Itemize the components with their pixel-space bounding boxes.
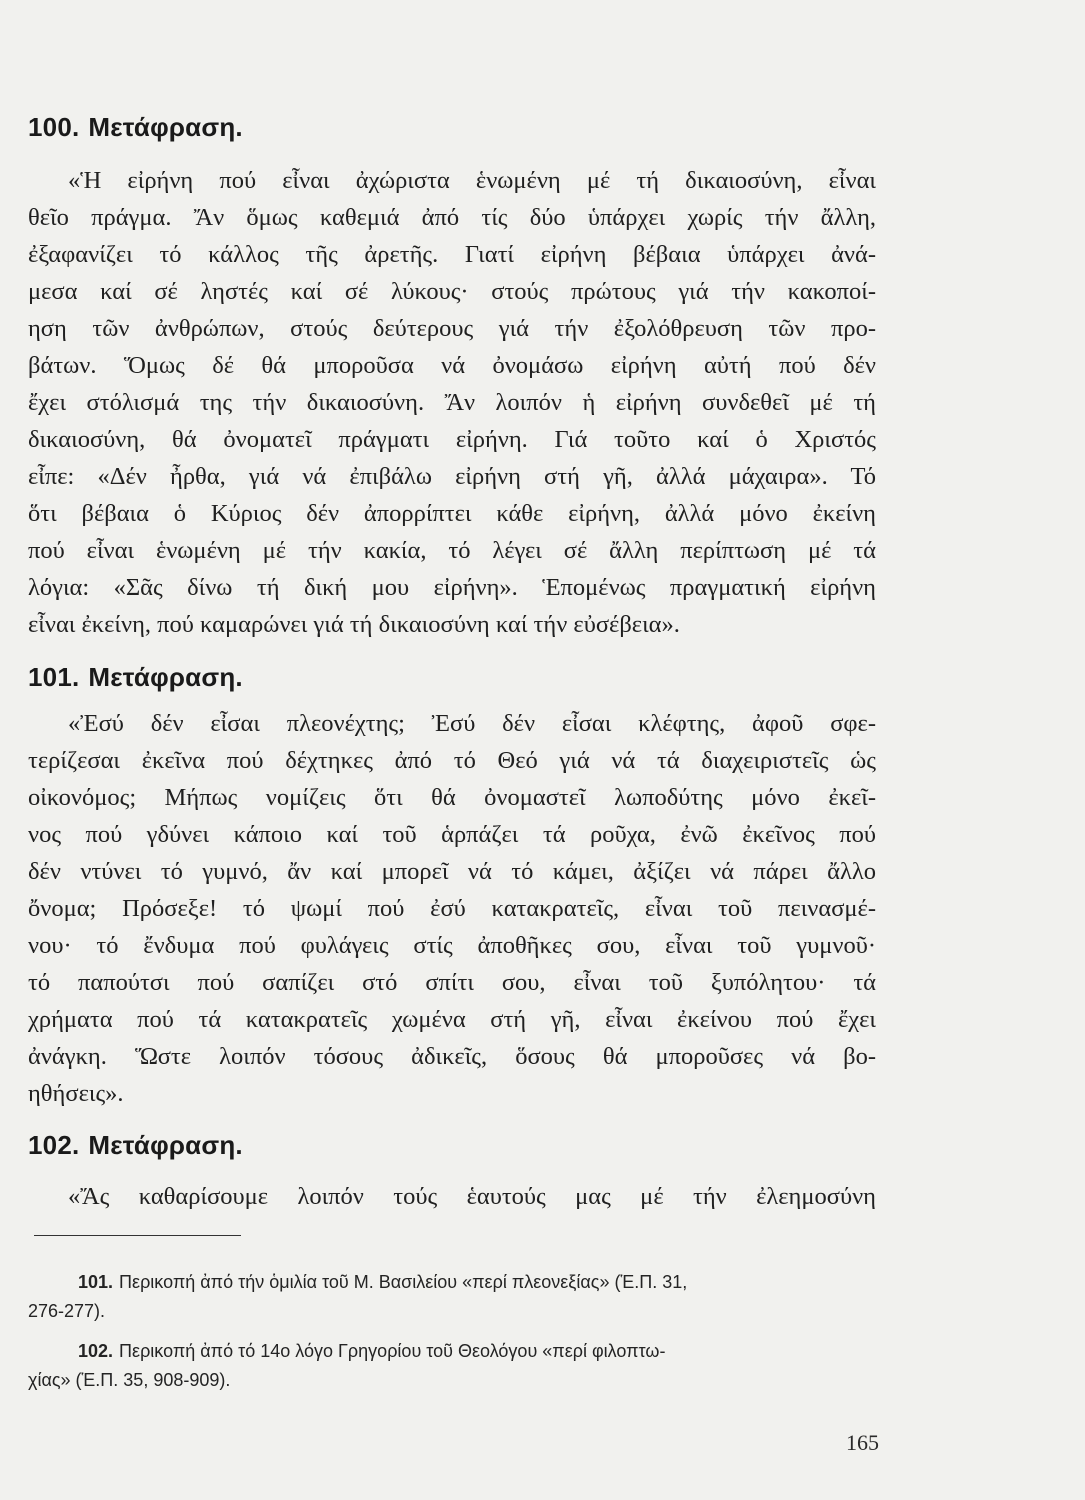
section-title: Μετάφραση.: [88, 1130, 243, 1160]
text-line: ὅτι βέβαια ὁ Κύριος δέν ἀπορρίπτει κάθε εἰρήνη, ἀλλά μόνο ἐκείνη: [28, 500, 876, 527]
text-line: χρήματα πού τά κατακρατεῖς χωμένα στή γῆ, εἶναι ἐκείνου πού ἔχει: [28, 1006, 876, 1033]
section-number: 100.: [28, 112, 80, 142]
text-line: βάτων. Ὅμως δέ θά μποροῦσα νά ὀνομάσω εἰρήνη αὐτή πού δέν: [28, 352, 876, 379]
footnote-number: 102.: [78, 1341, 114, 1361]
section-heading-101: [28, 662, 243, 693]
text-line: «Ἡ εἰρήνη πού εἶναι ἀχώριστα ἑνωμένη μέ τή δικαιοσύνη, εἶναι: [68, 167, 876, 194]
text-line: ἐξαφανίζει τό κάλλος τῆς ἀρετῆς. Γιατί εἰρήνη βέβαια ὑπάρχει ἀνά-: [28, 241, 876, 268]
section-title: Μετάφραση.: [88, 662, 243, 692]
text-line: μεσα καί σέ ληστές καί σέ λύκους· στούς πρώτους γιά τήν κακοποί-: [28, 278, 876, 305]
section-heading-102: [28, 1130, 243, 1161]
text-line: ἔχει στόλισμά της τήν δικαιοσύνη. Ἄν λοιπόν ἡ εἰρήνη συνδεθεῖ μέ τή: [28, 389, 876, 416]
text-line: δέν ντύνει τό γυμνό, ἄν καί μπορεῖ νά τό κάμει, ἀξίζει νά πάρει ἄλλο: [28, 858, 876, 885]
footnote-number: 101.: [78, 1272, 114, 1292]
text-line: εἶπε: «Δέν ἦρθα, γιά νά ἐπιβάλω εἰρήνη στή γῆ, ἀλλά μάχαιρα». Τό: [28, 463, 876, 490]
footnote-102: [28, 1337, 880, 1395]
footnote-divider: [34, 1235, 241, 1236]
page-number: 165: [846, 1430, 879, 1455]
text-line: ἀνάγκη. Ὥστε λοιπόν τόσους ἀδικεῖς, ὅσους θά μποροῦσες νά βο-: [28, 1043, 876, 1070]
text-line: νου· τό ἔνδυμα πού φυλάγεις στίς ἀποθῆκες σου, εἶναι τοῦ γυμνοῦ·: [28, 932, 876, 959]
footnote-line: [28, 1268, 880, 1297]
text-line: εἶναι ἐκείνη, πού καμαρώνει γιά τή δικαιοσύνη καί τήν εὐσέβεια».: [28, 611, 680, 638]
section-number: 101.: [28, 662, 80, 692]
paragraph-102: [28, 1178, 876, 1215]
section-heading-100: [28, 112, 243, 143]
text-line: δικαιοσύνη, θά ὀνοματεῖ πράγματι εἰρήνη. Γιά τοῦτο καί ὁ Χριστός: [28, 426, 876, 453]
text-line: τερίζεσαι ἐκεῖνα πού δέχτηκες ἀπό τό Θεό γιά νά τά διαχειριστεῖς ὡς: [28, 747, 876, 774]
text-line: ηση τῶν ἀνθρώπων, στούς δεύτερους γιά τήν ἐξολόθρευση τῶν προ-: [28, 315, 876, 342]
footnote-line: [28, 1337, 880, 1366]
text-line: τό παπούτσι πού σαπίζει στό σπίτι σου, εἶναι τοῦ ξυπόλητου· τά: [28, 969, 876, 996]
text-line: «Ἄς καθαρίσουμε λοιπόν τούς ἑαυτούς μας μέ τήν ἐλεημοσύνη: [68, 1183, 876, 1210]
footnote-text: Περικοπή ἀπό τήν ὁμιλία τοῦ Μ. Βασιλείου «περί πλεονεξίας» (Ἑ.Π. 31,: [119, 1272, 688, 1292]
section-title: Μετάφραση.: [88, 112, 243, 142]
text-line: νος πού γδύνει κάποιο καί τοῦ ἁρπάζει τά ροῦχα, ἐνῶ ἐκεῖνος πού: [28, 821, 876, 848]
paragraph-100: [28, 162, 876, 643]
text-line: πού εἶναι ἑνωμένη μέ τήν κακία, τό λέγει σέ ἄλλη περίπτωση μέ τά: [28, 537, 876, 564]
footnote-line: 276-277).: [28, 1301, 106, 1321]
footnote-101: [28, 1268, 880, 1326]
section-number: 102.: [28, 1130, 80, 1160]
text-line: ὄνομα; Πρόσεξε! τό ψωμί πού ἐσύ κατακρατεῖς, εἶναι τοῦ πεινασμέ-: [28, 895, 876, 922]
footnote-text: Περικοπή ἀπό τό 14ο λόγο Γρηγορίου τοῦ Θεολόγου «περί φιλοπτω-: [119, 1341, 666, 1361]
text-line: λόγια: «Σᾶς δίνω τή δική μου εἰρήνη». Ἑπομένως πραγματική εἰρήνη: [28, 574, 876, 601]
text-line: οἰκονόμος; Μήπως νομίζεις ὅτι θά ὀνομαστεῖ λωποδύτης μόνο ἐκεῖ-: [28, 784, 876, 811]
text-line: «Ἐσύ δέν εἶσαι πλεονέχτης; Ἐσύ δέν εἶσαι κλέφτης, ἀφοῦ σφε-: [68, 710, 876, 737]
footnote-line: χίας» (Ἑ.Π. 35, 908-909).: [28, 1370, 231, 1390]
text-line: θεῖο πράγμα. Ἄν ὅμως καθεμιά ἀπό τίς δύο ὑπάρχει χωρίς τήν ἄλλη,: [28, 204, 876, 231]
paragraph-101: [28, 705, 876, 1112]
text-line: ηθήσεις».: [28, 1080, 124, 1107]
